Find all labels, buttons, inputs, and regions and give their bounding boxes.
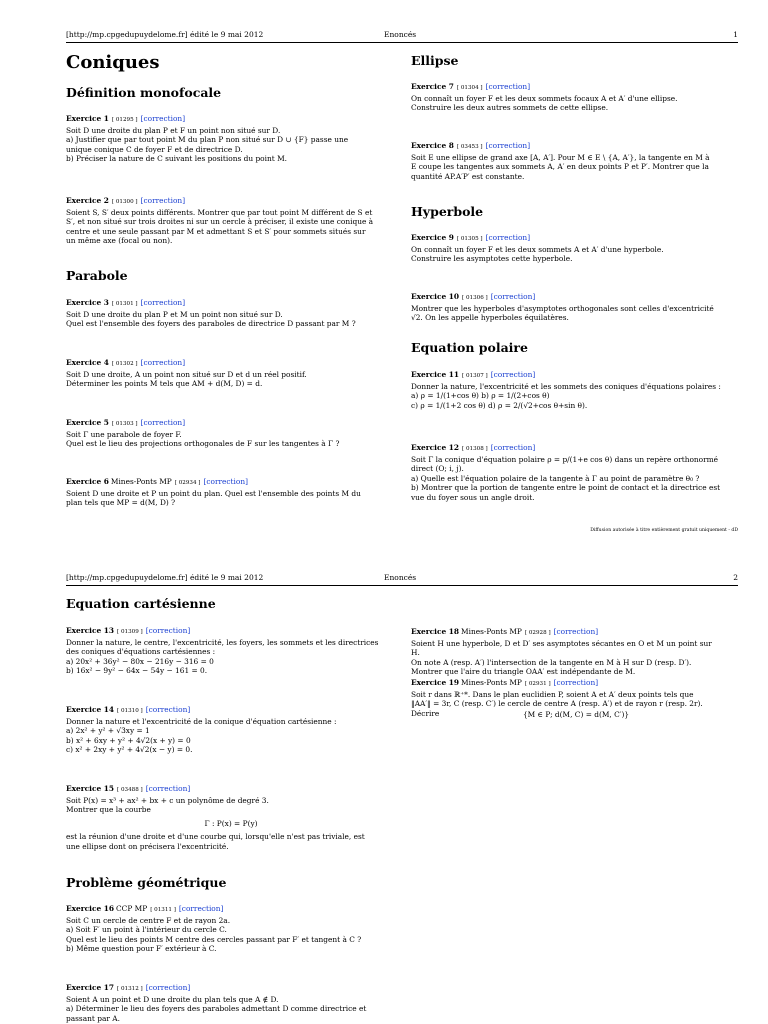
exercise-id: [ 01295 ] — [111, 117, 138, 123]
exercise-9 — [411, 233, 741, 264]
exercise-line: des coniques d'équations cartésiennes : — [66, 647, 216, 657]
exercise-5 — [66, 418, 396, 449]
section-parabole: Parabole — [66, 268, 128, 283]
exercise-line: Quel est le lieu des projections orthogonales de F sur les tangentes à Γ ? — [66, 439, 340, 449]
correction-link[interactable]: [correction] — [490, 370, 536, 379]
exercise-title: Exercice 10 — [411, 292, 460, 301]
header-url: [http://mp.cpgedupuydelome.fr] édité le 9 mai 2012 — [66, 573, 264, 582]
correction-link[interactable]: [correction] — [145, 784, 191, 793]
exercise-7 — [411, 82, 741, 113]
exercise-line: est la réunion d'une droite et d'une courbe qui, lorsqu'elle n'est pas triviale, est — [66, 832, 365, 842]
exercise-id: [ 03453 ] — [456, 144, 483, 150]
exercise-id: [ 01300 ] — [111, 199, 138, 205]
exercise-line: unique conique C de foyer F et de directrice D. — [66, 144, 243, 154]
exercise-3 — [66, 298, 396, 329]
page-separator — [0, 548, 768, 566]
exercise-line: a) ρ = 1/(1+cos θ) b) ρ = 1/(2+cos θ) — [411, 391, 550, 401]
exercise-line: a) Déterminer le lieu des foyers des paraboles admettant D comme directrice et — [66, 1004, 367, 1014]
exercise-id: [ 03488 ] — [117, 787, 143, 793]
exercise-line: une ellipse dont on précisera l'excentricité. — [66, 841, 229, 851]
exercise-source: Mines-Ponts MP — [461, 627, 522, 636]
correction-link[interactable]: [correction] — [140, 418, 186, 427]
correction-link[interactable]: [correction] — [178, 904, 224, 913]
exercise-line: Soit C un cercle de centre F et de rayon 2a. — [66, 915, 231, 925]
exercise-id: [ 02934 ] — [174, 480, 201, 486]
exercise-line: centre et une seule passant par M et admettant S et S′ pour sommets situés sur — [66, 226, 366, 236]
displayed-formula: {M ∈ P; d(M, C) = d(M, C′)} — [522, 710, 630, 720]
exercise-line: a) Justifier que par tout point M du plan P non situé sur D ∪ {F} passe une — [66, 135, 349, 145]
exercise-id: [ 01302 ] — [111, 361, 138, 367]
correction-link[interactable]: [correction] — [145, 705, 191, 714]
correction-link[interactable]: [correction] — [140, 358, 186, 367]
exercise-id: [ 01304 ] — [456, 85, 483, 91]
exercise-line: Décrire — [411, 708, 440, 718]
exercise-line: passant par A. — [66, 1013, 120, 1023]
section-hyperbole: Hyperbole — [411, 204, 484, 219]
exercise-line: H. — [411, 648, 420, 658]
exercise-title: Exercice 11 — [411, 370, 460, 379]
exercise-id: [ 01309 ] — [117, 629, 143, 635]
exercise-id: [ 01306 ] — [462, 295, 488, 301]
correction-link[interactable]: [correction] — [145, 626, 191, 635]
exercise-title: Exercice 15 — [66, 784, 115, 793]
page-header — [66, 571, 738, 586]
exercise-line: On connaît un foyer F et les deux sommets focaux A et A′ d'une ellipse. — [411, 93, 678, 103]
exercise-8 — [411, 141, 741, 181]
correction-link[interactable]: [correction] — [553, 678, 599, 687]
exercise-line: Donner la nature, l'excentricité et les sommets des coniques d'équations polaires : — [411, 381, 721, 391]
correction-link[interactable]: [correction] — [140, 114, 186, 123]
section-equation-cartesienne: Equation cartésienne — [66, 596, 216, 611]
exercise-title: Exercice 5 — [66, 418, 109, 427]
exercise-title: Exercice 18 — [411, 627, 460, 636]
exercise-line: b) Préciser la nature de C suivant les positions du point M. — [66, 154, 287, 164]
exercise-title: Exercice 8 — [411, 141, 454, 150]
exercise-17 — [66, 983, 396, 1023]
exercise-line: Soit Γ la conique d'équation polaire ρ = p/(1+e cos θ) dans un repère orthonormé — [411, 454, 719, 464]
exercise-line: Soit D une droite du plan P et F un point non situé sur D. — [66, 125, 281, 135]
exercise-title: Exercice 4 — [66, 358, 109, 367]
exercise-line: a) 2x² + y² + √3xy = 1 — [66, 726, 150, 736]
exercise-line: E coupe les tangentes aux sommets A, A′ en deux points P et P′. Montrer que la — [411, 162, 709, 172]
exercise-line: On note A (resp. A′) l'intersection de la tangente en M à H sur D (resp. D′). — [411, 657, 692, 667]
exercise-id: [ 01305 ] — [456, 236, 483, 242]
exercise-title: Exercice 9 — [411, 233, 454, 242]
exercise-id: [ 02928 ] — [524, 630, 551, 636]
exercise-id: [ 02931 ] — [524, 681, 551, 687]
page-footer: Diffusion autorisée à titre entièrement gratuit uniquement - dD — [590, 528, 738, 533]
section-probleme-geometrique: Problème géométrique — [66, 875, 227, 890]
correction-link[interactable]: [correction] — [140, 298, 186, 307]
document-title: Coniques — [66, 52, 160, 73]
exercise-line: Soit D une droite, A un point non situé sur D et d un réel positif. — [66, 369, 307, 379]
exercise-13 — [66, 626, 396, 676]
exercise-id: [ 01311 ] — [150, 907, 176, 913]
header-url: [http://mp.cpgedupuydelome.fr] édité le 9 mai 2012 — [66, 30, 264, 39]
exercise-line: ‖AA′‖ = 3r, C (resp. C′) le cercle de centre A (resp. A′) et de rayon r (resp. 2r). — [411, 699, 703, 709]
correction-link[interactable]: [correction] — [145, 983, 191, 992]
exercise-title: Exercice 3 — [66, 298, 109, 307]
exercise-line: Soit E une ellipse de grand axe [A, A′]. Pour M ∈ E \ {A, A′}, la tangente en M à — [411, 152, 710, 162]
exercise-source: Mines-Ponts MP — [110, 477, 172, 486]
exercise-title: Exercice 12 — [411, 443, 460, 452]
section-definition-monofocale: Définition monofocale — [66, 85, 222, 100]
exercise-line: Soient S, S′ deux points différents. Montrer que par tout point M différent de S et — [66, 207, 373, 217]
exercise-id: [ 01310 ] — [117, 708, 143, 714]
exercise-id: [ 01301 ] — [111, 301, 138, 307]
displayed-formula: Γ : P(x) = P(y) — [204, 818, 258, 828]
exercise-line: Montrer que la courbe — [66, 805, 151, 815]
exercise-line: On connaît un foyer F et les deux sommets A et A′ d'une hyperbole. — [411, 244, 664, 254]
exercise-line: un même axe (focal ou non). — [66, 236, 173, 246]
exercise-line: quantité AP.A′P′ est constante. — [411, 171, 525, 181]
exercise-line: vue du foyer sous un angle droit. — [411, 492, 535, 502]
header-section: Enoncés — [384, 30, 417, 39]
exercise-line: c) ρ = 1/(1+2 cos θ) d) ρ = 2/(√2+cos θ+sin θ). — [411, 400, 588, 410]
exercise-line: Soient D une droite et P un point du plan. Quel est l'ensemble des points M du — [66, 488, 361, 498]
correction-link[interactable]: [correction] — [203, 477, 248, 486]
exercise-title: Exercice 19 — [411, 678, 460, 687]
exercise-source: CCP MP — [116, 904, 148, 913]
exercise-title: Exercice 7 — [411, 82, 454, 91]
exercise-title: Exercice 13 — [66, 626, 115, 635]
exercise-line: plan tels que MP = d(M, D) ? — [66, 498, 176, 508]
correction-link[interactable]: [correction] — [553, 627, 599, 636]
header-page-number: 2 — [733, 573, 738, 582]
exercise-title: Exercice 17 — [66, 983, 115, 992]
exercise-line: Soit D une droite du plan P et M un point non situé sur D. — [66, 309, 283, 319]
exercise-title: Exercice 2 — [66, 196, 109, 205]
exercise-line: c) x² + 2xy + y² + 4√2(x − y) = 0. — [66, 745, 193, 755]
correction-link[interactable]: [correction] — [490, 443, 536, 452]
exercise-6 — [66, 477, 396, 508]
exercise-source: Mines-Ponts MP — [461, 678, 522, 687]
correction-link[interactable]: [correction] — [485, 233, 531, 242]
exercise-line: Donner la nature et l'excentricité de la conique d'équation cartésienne : — [66, 716, 337, 726]
exercise-16 — [66, 904, 396, 954]
exercise-4 — [66, 358, 396, 389]
exercise-id: [ 01308 ] — [462, 446, 488, 452]
exercise-10 — [411, 292, 741, 323]
exercise-line: √2. On les appelle hyperboles équilatères. — [411, 313, 569, 323]
exercise-id: [ 01303 ] — [111, 421, 138, 427]
exercise-line: Montrer que les hyperboles d'asymptotes orthogonales sont celles d'excentricité — [411, 303, 714, 313]
exercise-line: Soit r dans ℝ⁺*. Dans le plan euclidien P, soient A et A′ deux points tels que — [411, 689, 694, 699]
exercise-19 — [411, 678, 741, 720]
exercise-id: [ 01312 ] — [117, 986, 143, 992]
correction-link[interactable]: [correction] — [140, 196, 186, 205]
exercise-id: [ 01307 ] — [462, 373, 488, 379]
exercise-title: Exercice 14 — [66, 705, 115, 714]
exercise-title: Exercice 1 — [66, 114, 109, 123]
exercise-2 — [66, 196, 396, 246]
exercise-1 — [66, 114, 396, 164]
exercise-title: Exercice 6 — [66, 477, 109, 486]
exercise-line: direct (O; i, j). — [411, 464, 464, 474]
correction-link[interactable]: [correction] — [485, 82, 531, 91]
exercise-15 — [66, 784, 396, 852]
header-page-number: 1 — [733, 30, 738, 39]
exercise-line: b) x² + 6xy + y² + 4√2(x + y) = 0 — [66, 735, 191, 745]
page-header — [66, 28, 738, 43]
exercise-line: Soient A un point et D une droite du plan tels que A ∉ D. — [66, 994, 279, 1004]
section-ellipse: Ellipse — [411, 53, 459, 68]
exercise-line: a) 20x² + 36y² − 80x − 216y − 316 = 0 — [66, 656, 214, 666]
exercise-title: Exercice 16 — [66, 904, 115, 913]
exercise-line: Soit P(x) = x³ + ax² + bx + c un polynôme de degré 3. — [66, 795, 269, 805]
exercise-line: a) Quelle est l'équation polaire de la tangente à Γ au point de paramètre θ₀ ? — [411, 473, 700, 483]
exercise-line: Soient H une hyperbole, D et D′ ses asymptotes sécantes en O et M un point sur — [411, 638, 712, 648]
exercise-line: Quel est le lieu des points M centre des cercles passant par F′ et tangent à C ? — [66, 934, 362, 944]
exercise-line: b) Montrer que la portion de tangente entre le point de contact et la directrice est — [411, 483, 721, 493]
exercise-line: a) Soit F′ un point à l'intérieur du cercle C. — [66, 925, 227, 935]
exercise-line: Déterminer les points M tels que AM + d(M, D) = d. — [66, 379, 263, 389]
exercise-line: Quel est l'ensemble des foyers des paraboles de directrice D passant par M ? — [66, 319, 356, 329]
section-equation-polaire: Equation polaire — [411, 340, 528, 355]
exercise-line: b) 16x² − 9y² − 64x − 54y − 161 = 0. — [66, 666, 208, 676]
header-section: Enoncés — [384, 573, 417, 582]
exercise-line: Soit Γ une parabole de foyer F. — [66, 429, 182, 439]
exercise-line: Construire les asymptotes cette hyperbole. — [411, 254, 573, 264]
correction-link[interactable]: [correction] — [490, 292, 536, 301]
exercise-line: Montrer que l'aire du triangle OAA′ est indépendante de M. — [411, 667, 636, 677]
exercise-12 — [411, 443, 741, 503]
exercise-11 — [411, 370, 741, 410]
exercise-line: Construire les deux autres sommets de cette ellipse. — [411, 103, 609, 113]
correction-link[interactable]: [correction] — [485, 141, 531, 150]
exercise-14 — [66, 705, 396, 755]
exercise-line: S′, et non situé sur trois droites ni sur un cercle à préciser, il existe une conique à — [66, 217, 374, 227]
exercise-line: Donner la nature, le centre, l'excentricité, les foyers, les sommets et les directrices — [66, 637, 379, 647]
exercise-line: b) Même question pour F′ extérieur à C. — [66, 944, 217, 954]
exercise-18 — [411, 627, 741, 677]
page-2 — [0, 566, 768, 1024]
